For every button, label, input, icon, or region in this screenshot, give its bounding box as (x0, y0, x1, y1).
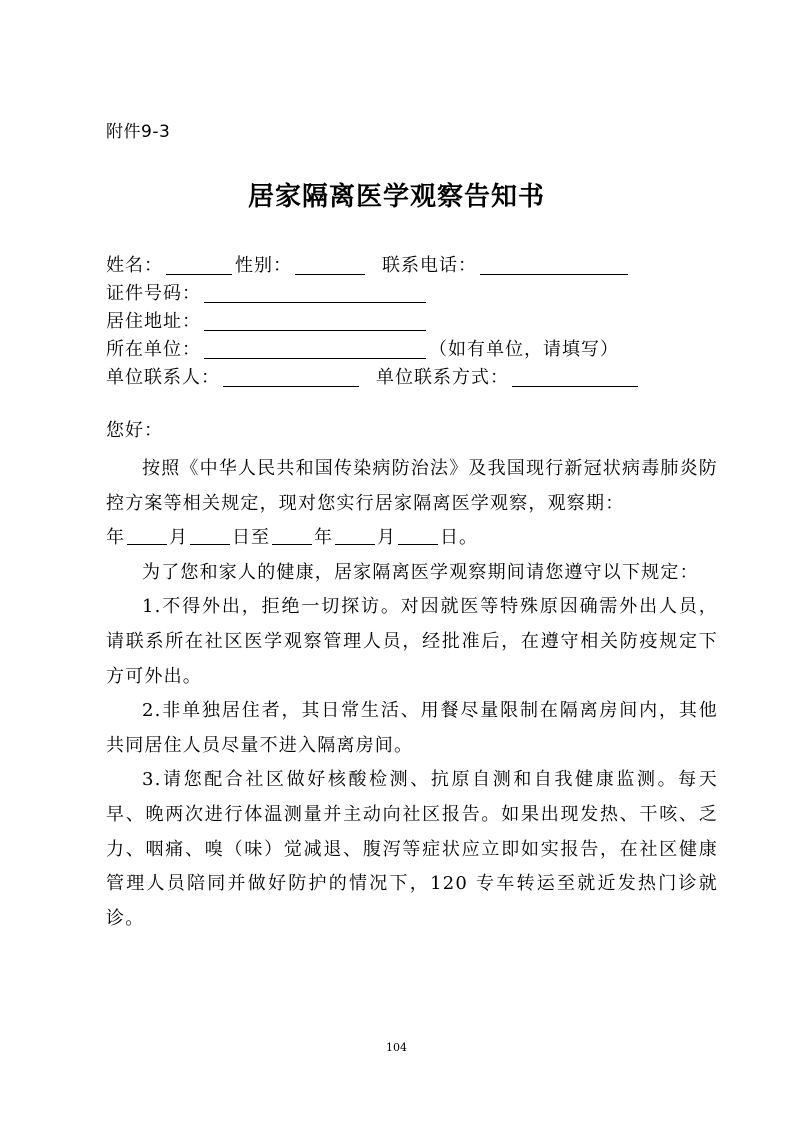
form-row-id (106, 280, 726, 308)
phone-blank[interactable] (480, 254, 628, 275)
unit-contact-method-blank[interactable] (512, 366, 638, 387)
attachment-label: 附件9-3 (106, 122, 171, 142)
personal-info-form (106, 252, 726, 392)
date-blank[interactable] (272, 526, 312, 545)
page-number: 104 (386, 1041, 407, 1054)
observation-period (106, 521, 718, 556)
date-month-label: 月 (169, 527, 188, 549)
gender-label: 性别： (235, 255, 292, 276)
gender-blank[interactable] (295, 254, 365, 275)
unit-contact-blank[interactable] (223, 366, 359, 387)
greeting: 您好： (106, 420, 163, 441)
date-blank[interactable] (127, 526, 167, 545)
form-row-address (106, 308, 726, 336)
date-day-end-label: 日。 (440, 527, 478, 549)
unit-note: （如有单位，请填写） (429, 339, 619, 360)
id-blank[interactable] (204, 282, 426, 303)
letter-body (106, 414, 718, 936)
date-blank[interactable] (335, 526, 375, 545)
address-blank[interactable] (204, 310, 426, 331)
rule-item: 1.不得外出，拒绝一切探访。对因就医等特殊原因确需外出人员，请联系所在社区医学观察管理人员，经批准后，在遵守相关防疫规定下方可外出。 (106, 596, 718, 687)
intro-paragraph: 按照《中华人民共和国传染病防治法》及我国现行新冠状病毒肺炎防控方案等相关规定，现对您实行居家隔离医学观察，观察期： (106, 458, 718, 514)
name-label: 姓名： (106, 255, 163, 276)
rule-item: 3.请您配合社区做好核酸检测、抗原自测和自我健康监测。每天早、晚两次进行体温测量并主动向社区报告。如果出现发热、干咳、乏力、咽痛、嗅（味）觉减退、腹泻等症状应立即如实报告，在社区健康管理人员陪同并做好防护的情况下，120 专车转运至就近发热门诊就诊。 (106, 769, 718, 929)
rule-item: 2.非单独居住者，其日常生活、用餐尽量限制在隔离房间内，其他共同居住人员尽量不进入隔离房间。 (106, 700, 718, 756)
unit-label: 所在单位： (106, 339, 201, 360)
date-year-label: 年 (106, 527, 125, 549)
form-row-unit (106, 336, 726, 364)
form-row-unit-contact (106, 364, 726, 392)
date-month2-label: 月 (377, 527, 396, 549)
unit-contact-label: 单位联系人： (106, 367, 220, 388)
date-day-to-label: 日至 (232, 527, 270, 549)
name-blank[interactable] (166, 254, 232, 275)
date-year2-label: 年 (314, 527, 333, 549)
id-label: 证件号码： (106, 283, 201, 304)
date-blank[interactable] (190, 526, 230, 545)
rules-intro-paragraph: 为了您和家人的健康，居家隔离医学观察期间请您遵守以下规定： (142, 561, 699, 583)
address-label: 居住地址： (106, 311, 201, 332)
form-row-name (106, 252, 726, 280)
phone-label: 联系电话： (382, 255, 477, 276)
date-blank[interactable] (398, 526, 438, 545)
unit-contact-method-label: 单位联系方式： (376, 367, 509, 388)
unit-blank[interactable] (204, 338, 426, 359)
document-title: 居家隔离医学观察告知书 (247, 182, 545, 212)
